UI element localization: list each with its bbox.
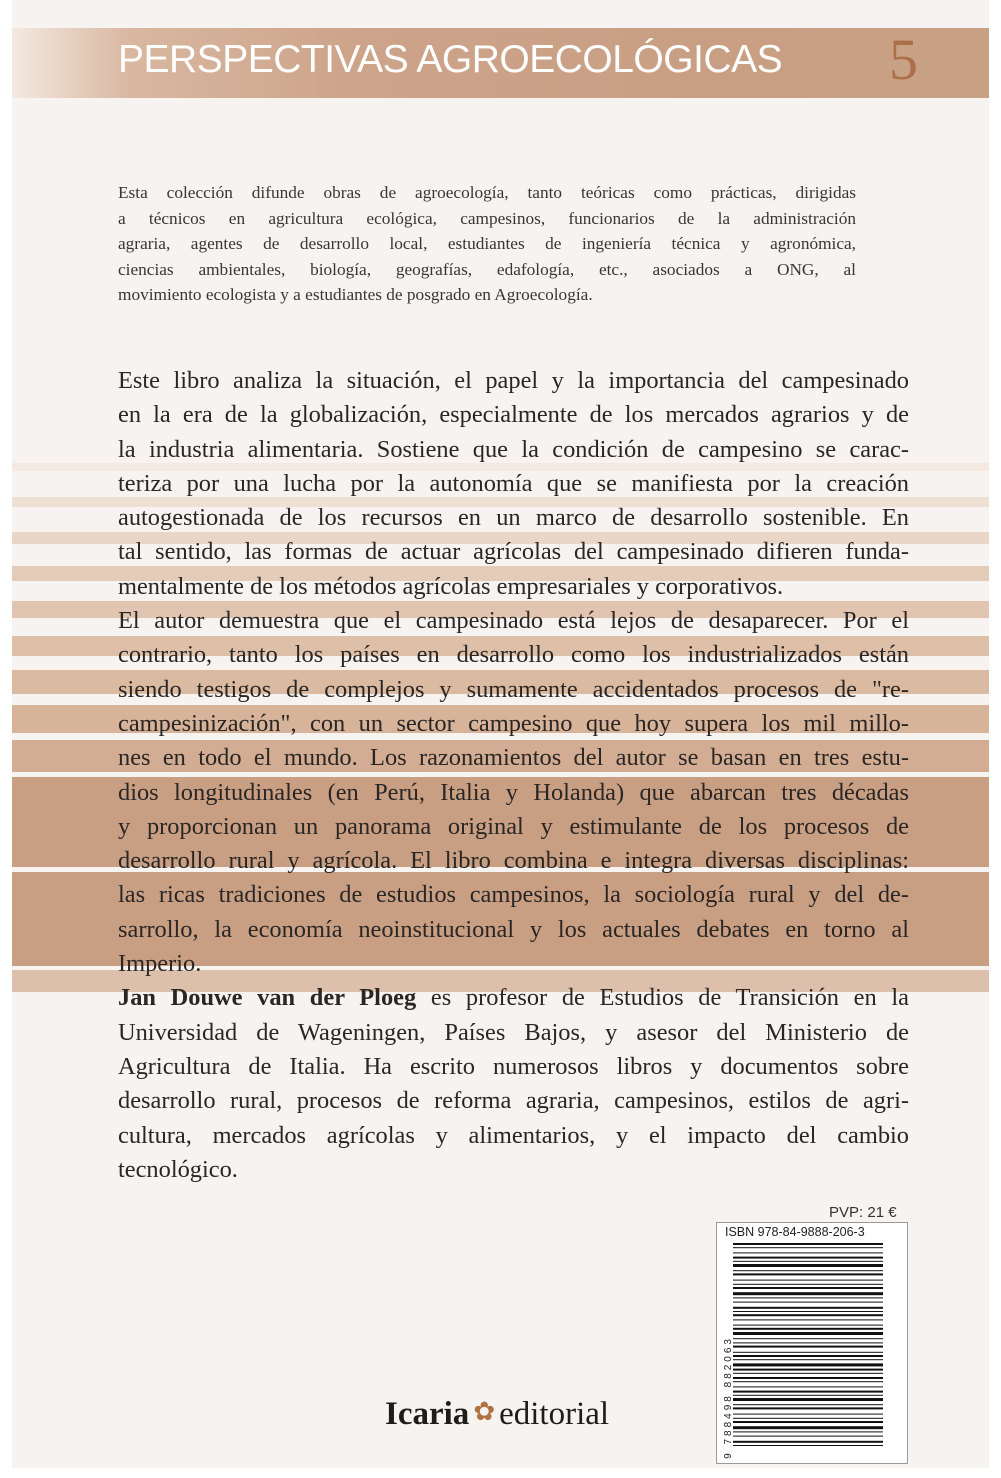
barcode-bar	[733, 1314, 883, 1316]
barcode-bar	[733, 1407, 883, 1409]
book-back-cover	[12, 0, 989, 1468]
barcode-bar	[733, 1426, 883, 1429]
collection-description	[118, 180, 856, 308]
synopsis-line: la industria alimentaria. Sostiene que la condición de campesino se carac-	[118, 435, 909, 463]
barcode-bar	[733, 1381, 883, 1382]
synopsis-line: en la era de la globalización, especialmente de los mercados agrarios y de	[118, 401, 909, 429]
barcode-bar	[733, 1441, 883, 1443]
publisher-name-bold: Icaria	[385, 1396, 470, 1432]
author-bio-line: Universidad de Wageningen, Países Bajos, y asesor del Ministerio de	[118, 1018, 909, 1046]
barcode-bar	[733, 1418, 883, 1419]
synopsis-line: dios longitudinales (en Perú, Italia y Holanda) que abarcan tres décadas	[118, 778, 909, 806]
synopsis-line: El autor demuestra que el campesinado está lejos de desaparecer. Por el	[118, 607, 909, 635]
barcode-bar	[733, 1284, 883, 1285]
author-bio-line: Agricultura de Italia. Ha escrito numerosos libros y documentos sobre	[118, 1052, 909, 1080]
publisher-logo	[385, 1396, 609, 1433]
barcode-bar	[733, 1311, 883, 1312]
barcode-bar	[733, 1359, 883, 1360]
author-bio-text: es profesor de Estudios de Transición en la	[416, 984, 909, 1012]
collection-line: ciencias ambientales, biología, geografías, edafología, etc., asociados a ONG, al	[118, 259, 856, 279]
barcode-bar	[733, 1377, 883, 1379]
barcode-bar	[733, 1391, 883, 1393]
barcode-bar	[733, 1287, 883, 1289]
author-bio-line: desarrollo rural, procesos de reforma agraria, campesinos, estilos de agri-	[118, 1087, 909, 1115]
barcode-bar	[733, 1243, 883, 1245]
author-bio-first-line	[118, 981, 909, 1015]
barcode-bar	[733, 1386, 883, 1387]
barcode-bar	[733, 1328, 883, 1330]
barcode-bar	[733, 1297, 883, 1298]
barcode-bar	[733, 1395, 883, 1396]
barcode-bar	[733, 1342, 883, 1343]
barcode-bar	[733, 1257, 883, 1259]
series-title: PERSPECTIVAS AGROECOLÓGICAS	[118, 38, 783, 81]
synopsis-line: Este libro analiza la situación, el papel y la importancia del campesinado	[118, 367, 909, 394]
synopsis-line: nes en todo el mundo. Los razonamientos del autor se basan en tres estu-	[118, 744, 909, 772]
synopsis-line: desarrollo rural y agrícola. El libro combina e integra diversas disciplinas:	[118, 847, 909, 875]
barcode-bar	[733, 1264, 883, 1267]
barcode-bar	[733, 1436, 883, 1437]
synopsis-line: las ricas tradiciones de estudios campesinos, la sociología rural y del de-	[118, 881, 909, 909]
barcode-bar	[733, 1355, 883, 1357]
isbn-label: ISBN 978-84-9888-206-3	[725, 1225, 865, 1239]
barcode-bar	[733, 1292, 883, 1295]
barcode-bar	[733, 1404, 883, 1405]
barcode-bar	[733, 1302, 883, 1303]
author-name: Jan Douwe van der Ploeg	[118, 984, 417, 1012]
barcode-bar	[733, 1247, 883, 1248]
synopsis-line: mentalmente de los métodos agrícolas empresariales y corporativos.	[118, 572, 784, 600]
barcode-bar	[733, 1414, 883, 1415]
barcode-bar	[733, 1332, 883, 1335]
barcode-bar	[733, 1252, 883, 1253]
author-bio-line: tecnológico.	[118, 1155, 238, 1183]
synopsis-line: teriza por una lucha por la autonomía que se manifiesta por la creación	[118, 469, 909, 497]
barcode-bar	[733, 1369, 883, 1371]
synopsis-line: campesinización", con un sector campesino que hoy supera los mil millo-	[118, 709, 909, 737]
barcode-bar	[733, 1445, 883, 1446]
barcode-bar	[733, 1325, 883, 1326]
synopsis-line: y proporcionan un panorama original y estimulante de los procesos de	[118, 812, 909, 840]
barcode-bar	[733, 1373, 883, 1374]
barcode-bar	[733, 1363, 883, 1366]
synopsis-line: sarrollo, la economía neoinstitucional y los actuales debates en torno al	[118, 915, 909, 943]
flower-icon: ✿	[473, 1397, 496, 1426]
collection-line: Esta colección difunde obras de agroecología, tanto teóricas como prácticas, dirigidas	[118, 183, 856, 202]
collection-line: movimiento ecologista y a estudiantes de posgrado en Agroecología.	[118, 285, 593, 304]
synopsis-line: Imperio.	[118, 950, 202, 978]
synopsis-line: contrario, tanto los países en desarrollo como los industrializados están	[118, 641, 909, 669]
collection-line: a técnicos en agricultura ecológica, campesinos, funcionarios de la administración	[118, 208, 856, 228]
barcode-bar	[733, 1431, 883, 1432]
barcode-bar	[733, 1319, 883, 1320]
barcode-bar	[733, 1421, 883, 1423]
barcode-bar	[733, 1273, 883, 1275]
series-number: 5	[889, 27, 918, 92]
price-label: PVP: 21 €	[829, 1204, 897, 1221]
barcode-digits: 9 788498 882063	[723, 1336, 734, 1459]
collection-line: agraria, agentes de desarrollo local, estudiantes de ingeniería técnica y agronómica,	[118, 234, 856, 253]
barcode-bar	[733, 1398, 883, 1401]
synopsis	[118, 364, 909, 1187]
barcode-bars	[733, 1243, 903, 1453]
barcode-bar	[733, 1261, 883, 1262]
publisher-name-rest: editorial	[499, 1396, 610, 1432]
synopsis-line: autogestionada de los recursos en un marco de desarrollo sostenible. En	[118, 504, 909, 532]
barcode	[716, 1222, 908, 1464]
author-bio-line: cultura, mercados agrícolas y alimentarios, y el impacto del cambio	[118, 1121, 909, 1149]
barcode-bar	[733, 1307, 883, 1309]
synopsis-line: siendo testigos de complejos y sumamente accidentados procesos de "re-	[118, 675, 909, 703]
barcode-bar	[733, 1346, 883, 1348]
barcode-bar	[733, 1338, 883, 1339]
barcode-bar	[733, 1280, 883, 1281]
barcode-bar	[733, 1270, 883, 1271]
barcode-bar	[733, 1352, 883, 1353]
synopsis-line: tal sentido, las formas de actuar agrícolas del campesinado difieren funda-	[118, 538, 909, 566]
